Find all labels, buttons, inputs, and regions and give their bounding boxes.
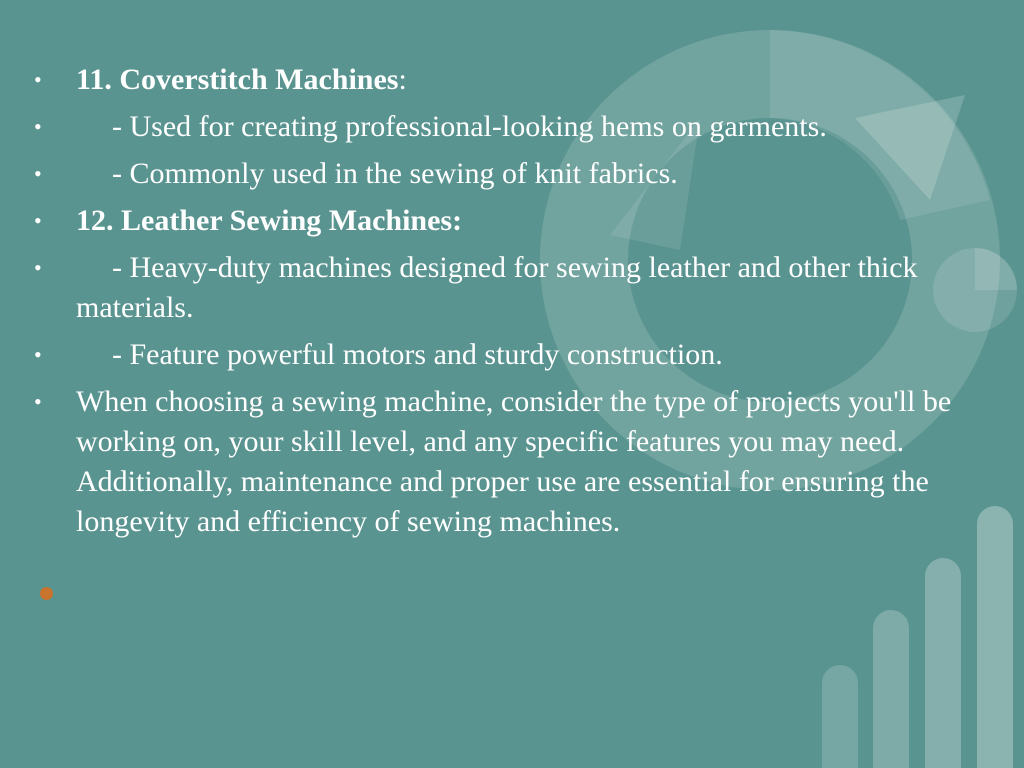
bullet-icon: • <box>34 114 42 139</box>
item-text: - Used for creating professional-looking hems on garments. <box>112 110 827 143</box>
item-text: - Commonly used in the sewing of knit fabrics. <box>112 157 678 190</box>
list-item <box>26 201 966 241</box>
bullet-icon: • <box>34 255 42 280</box>
bar-decoration-3 <box>925 558 961 768</box>
bullet-icon: • <box>34 161 42 186</box>
list-item <box>26 335 966 375</box>
list-item <box>26 382 966 542</box>
bullet-icon: • <box>34 342 42 367</box>
orange-bullet-icon <box>40 587 53 600</box>
bar-decoration-4 <box>977 506 1013 768</box>
heading-leather: 12. Leather Sewing Machines: <box>76 204 463 237</box>
list-item <box>26 248 966 328</box>
bar-decoration-1 <box>822 665 858 768</box>
list-item <box>26 154 966 194</box>
bullet-icon: • <box>34 208 42 233</box>
item-text: - Feature powerful motors and sturdy construction. <box>112 338 723 371</box>
item-text: - Heavy-duty machines designed for sewing leather and other thick materials. <box>76 251 918 324</box>
summary-text: When choosing a sewing machine, consider the type of projects you'll be working on, your skill level, and any specific features you may need. Additionally, maintenance and proper use are essential for ensuring the longevity and efficiency of sewing machines. <box>76 385 952 538</box>
small-pie-slice-decoration <box>975 248 1017 290</box>
list-item <box>26 107 966 147</box>
bar-decoration-2 <box>873 610 909 768</box>
heading-coverstitch: 11. Coverstitch Machines <box>76 63 399 96</box>
bullet-icon: • <box>34 389 42 414</box>
heading-suffix: : <box>398 63 407 96</box>
list-item <box>26 60 966 100</box>
bullet-icon: • <box>34 67 42 92</box>
bullet-list <box>26 60 966 549</box>
